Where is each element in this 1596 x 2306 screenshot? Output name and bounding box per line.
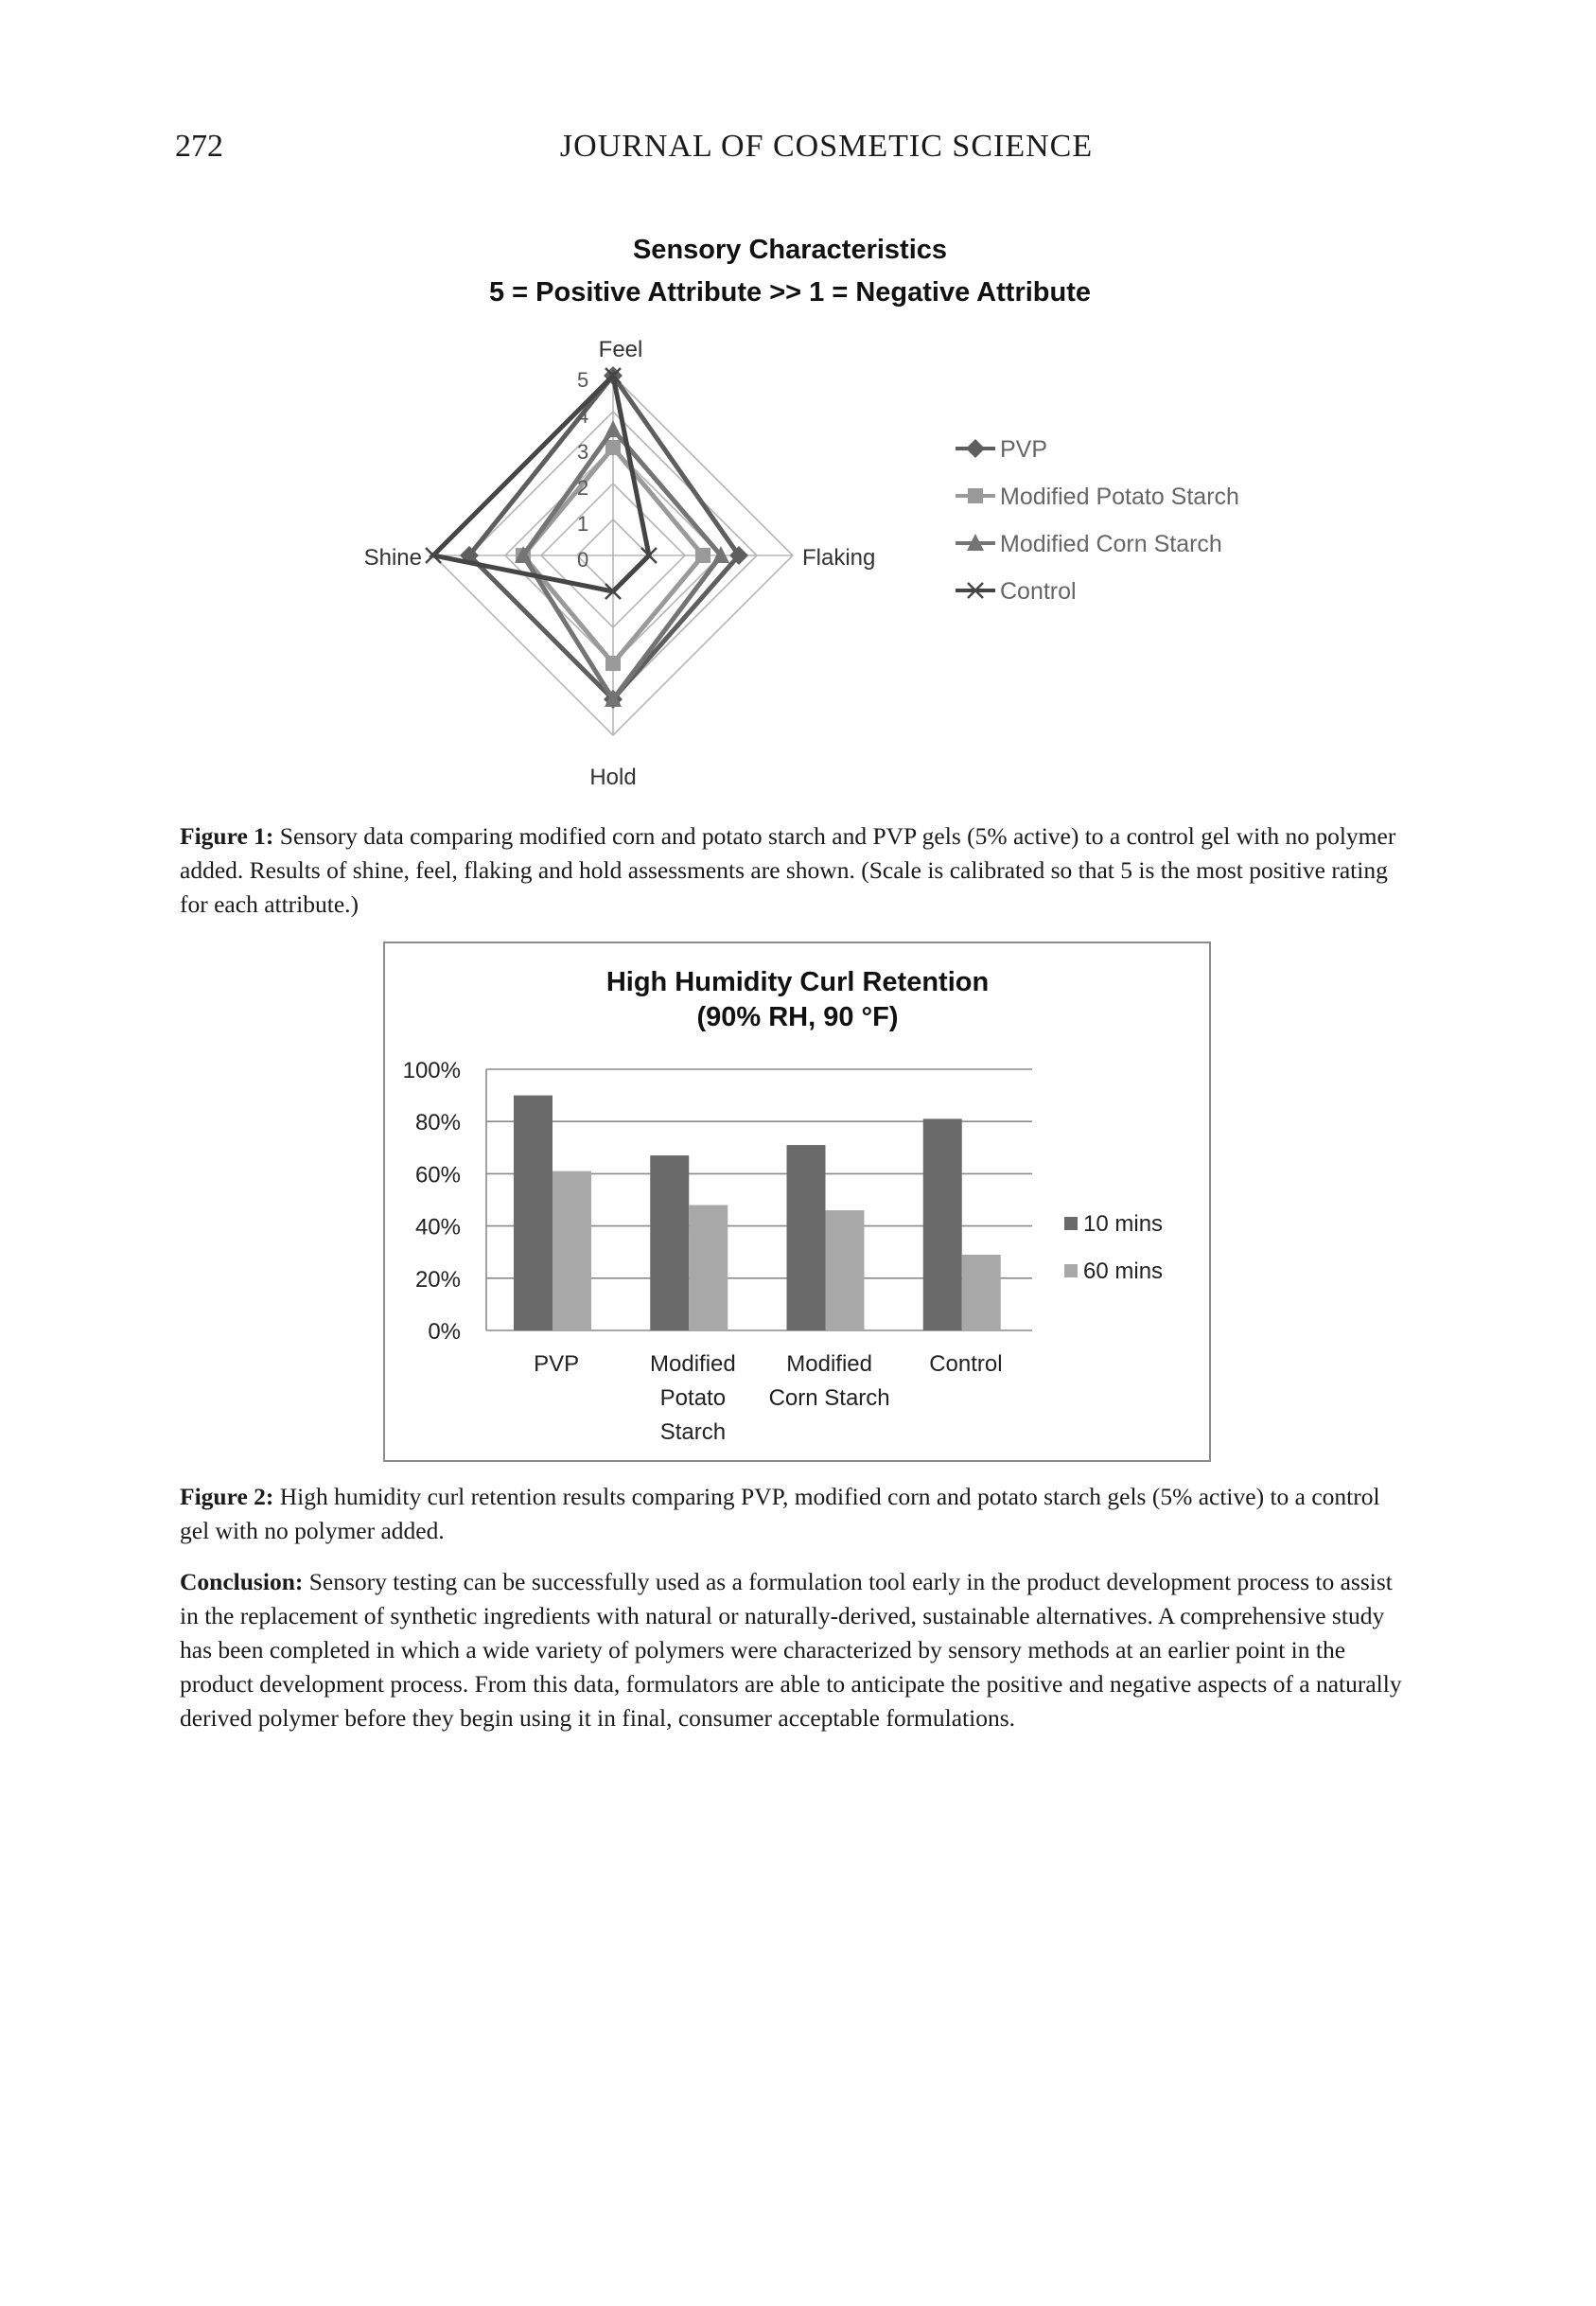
figure1-caption [180, 819, 1414, 922]
journal-title: JOURNAL OF COSMETIC SCIENCE [559, 129, 1094, 164]
figure1-caption-label: Figure 1: [180, 822, 274, 850]
radar-axis-label: Feel [598, 337, 643, 362]
conclusion-text: Sensory testing can be successfully used as a formulation tool early in the product development process to assist in the replacement of synthetic ingredients with natural or naturally-derived, sustainable alternatives. A comprehensive study has been completed in which a wide variety of polymers were characterized by sensory methods at an earlier point in the product development process. From this data, formulators are able to anticipate the positive and negative aspects of a naturally derived polymer before they begin using it in final, consumer acceptable formulations. [180, 1568, 1402, 1732]
figure2-caption-text: High humidity curl retention results comparing PVP, modified corn and potato starch gels (5% active) to a control gel with no polymer added. [180, 1483, 1380, 1544]
bar [962, 1255, 1001, 1330]
legend-label: Control [1000, 578, 1077, 605]
radar-scale-label: 0 [577, 548, 589, 572]
bar-category-label: Starch [659, 1419, 727, 1445]
radar-chart [312, 213, 1315, 795]
conclusion-paragraph [180, 1565, 1414, 1735]
legend-label: 10 mins [1083, 1211, 1164, 1237]
radar-scale-label: 2 [577, 476, 589, 500]
radar-axis-label: Hold [589, 765, 637, 790]
legend-label: Modified Potato Starch [1000, 484, 1239, 510]
radar-data-point [605, 656, 621, 671]
bar-category-label: Modified [786, 1351, 872, 1377]
radar-data-point [695, 548, 710, 563]
bar-ytick-label: 60% [414, 1162, 461, 1188]
figure2-caption-label: Figure 2: [180, 1483, 274, 1510]
bar-ytick-label: 20% [414, 1266, 461, 1293]
conclusion-label: Conclusion: [180, 1568, 304, 1595]
legend-swatch [1064, 1264, 1078, 1277]
page-number: 272 [175, 129, 223, 164]
bar [552, 1171, 591, 1330]
legend-label: PVP [1000, 436, 1048, 463]
radar-data-point [605, 420, 622, 437]
bar [689, 1206, 728, 1330]
bar-category-label: PVP [534, 1351, 580, 1377]
radar-scale-label: 3 [577, 440, 589, 464]
bar [787, 1145, 826, 1330]
bar-category-label: Control [929, 1351, 1003, 1377]
radar-axis-label: Shine [363, 545, 422, 571]
bar [514, 1096, 552, 1330]
bar-chart [383, 942, 1211, 1462]
bar-category-label: Corn Starch [768, 1385, 890, 1411]
legend-swatch [1064, 1217, 1078, 1230]
legend-label: 60 mins [1083, 1259, 1164, 1284]
legend-label: Modified Corn Starch [1000, 531, 1222, 557]
radar-data-point [605, 440, 621, 455]
bar [650, 1155, 689, 1330]
bar-ytick-label: 40% [414, 1214, 461, 1241]
radar-title: Sensory Characteristics [632, 235, 948, 265]
radar-scale-label: 5 [577, 368, 589, 392]
figure2-caption [180, 1480, 1414, 1548]
bar-ytick-label: 100% [402, 1058, 461, 1083]
legend-marker [968, 488, 983, 503]
radar-scale-label: 1 [577, 512, 589, 536]
radar-series-line [523, 430, 721, 699]
bar [923, 1118, 962, 1330]
legend-marker [966, 439, 985, 458]
bar-ytick-label: 0% [428, 1319, 461, 1345]
bar-category-label: Modified [650, 1351, 736, 1377]
radar-scale-label: 4 [577, 404, 589, 428]
figure1-caption-text: Sensory data comparing modified corn and potato starch and PVP gels (5% active) to a control gel with no polymer added. Results of shine, feel, flaking and hold assessments are shown. (Scale is calibrated so that 5 is the most positive rating for each attribute.) [180, 822, 1396, 918]
bar [826, 1210, 865, 1330]
bar-category-label: Potato [659, 1385, 727, 1411]
radar-subtitle: 5 = Positive Attribute >> 1 = Negative Attribute [488, 277, 1092, 308]
bar-title: High Humidity Curl Retention [605, 967, 990, 997]
radar-axis-label: Flaking [802, 545, 876, 571]
bar-ytick-label: 80% [414, 1110, 461, 1136]
bar-subtitle: (90% RH, 90 °F) [696, 1002, 899, 1032]
